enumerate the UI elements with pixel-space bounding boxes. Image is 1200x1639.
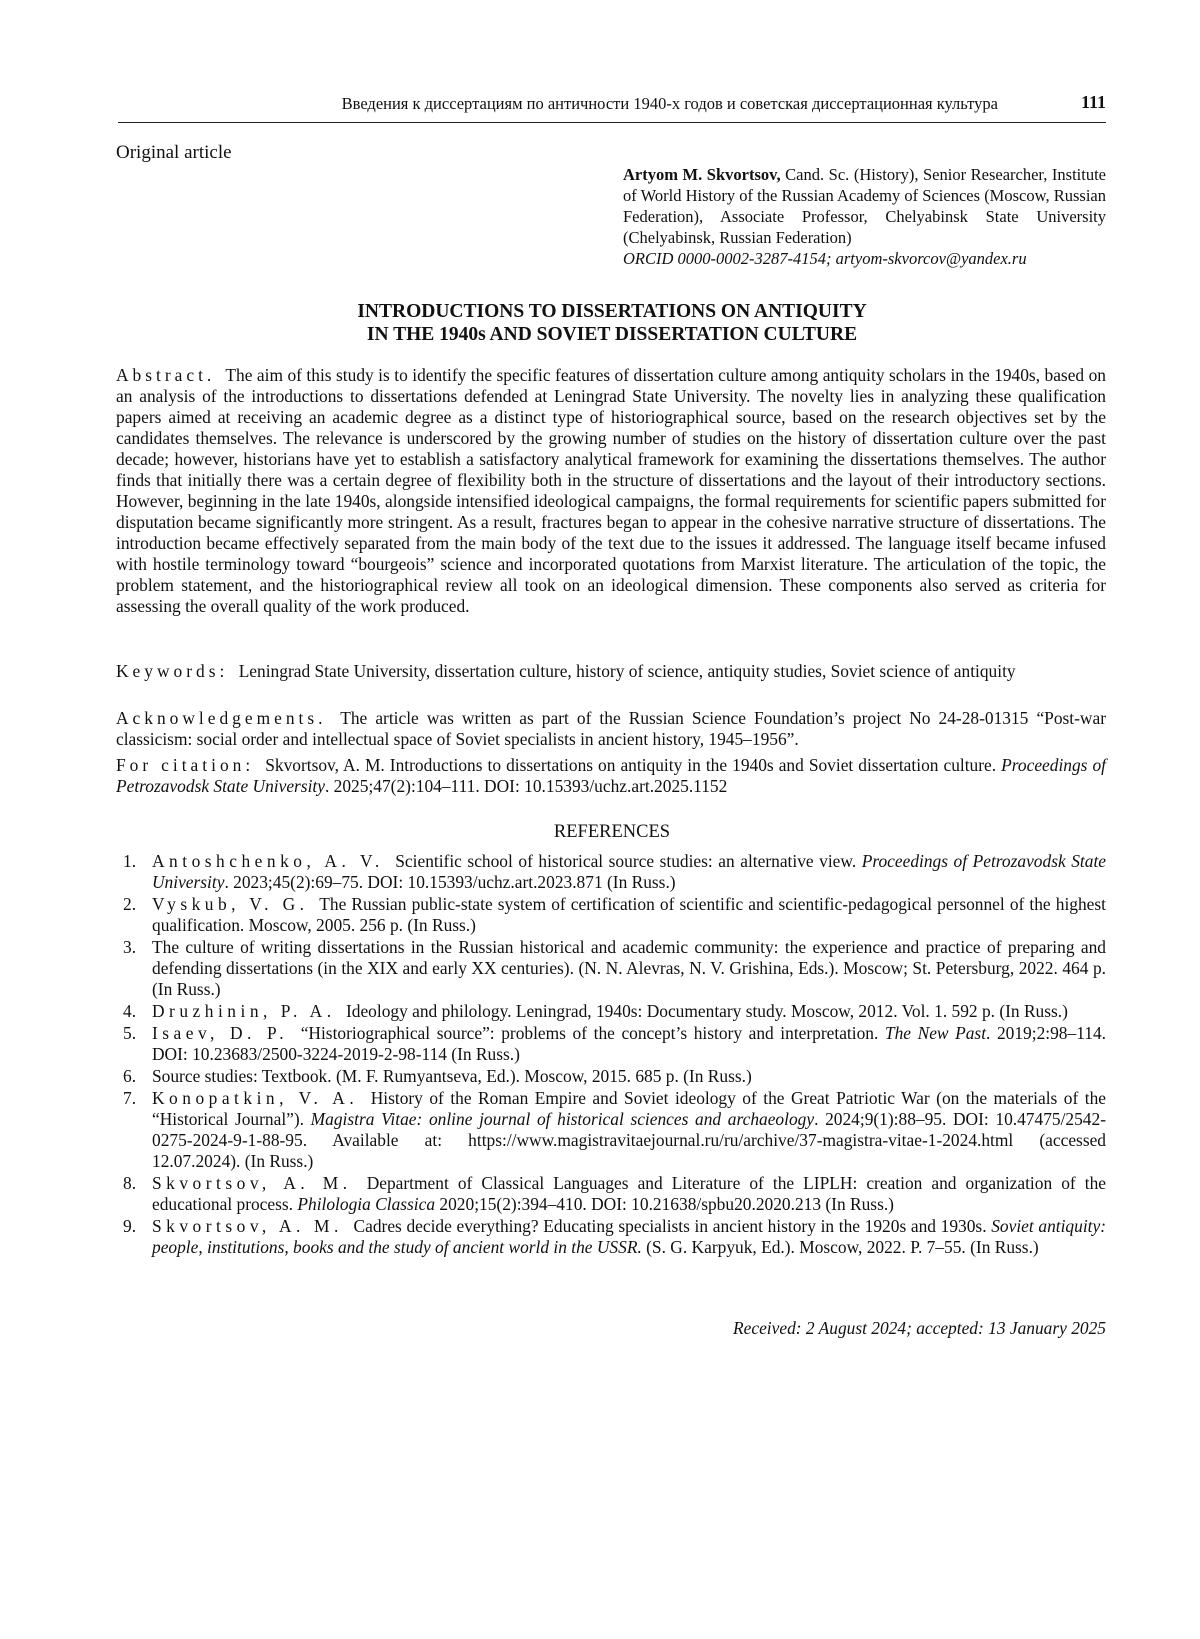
reference-item <box>118 1173 1106 1215</box>
keywords <box>116 661 1106 682</box>
reference-item <box>118 1088 1106 1172</box>
received-dates: Received: 2 August 2024; accepted: 13 January 2025 <box>733 1318 1106 1338</box>
reference-item <box>118 1023 1106 1065</box>
title-line-2: IN THE 1940s AND SOVIET DISSERTATION CULTURE <box>366 324 858 345</box>
reference-details: (S. G. Karpyuk, Ed.). Moscow, 2022. P. 7–55. (In Russ.) <box>641 1237 1039 1257</box>
reference-text: The culture of writing dissertations in the Russian historical and academic community: the experience and practice of preparing and defending dissertations (in the XIX and early XX centuries). (N. N. Alevras, N. V. Grishina, Eds.). Moscow; St. Petersburg, 2022. 464 p. (In Russ.) <box>152 937 1106 999</box>
reference-text: Scientific school of historical source studies: an alternative view. <box>395 851 857 871</box>
reference-number: 1. <box>123 851 137 871</box>
article-type: Original article <box>116 142 232 163</box>
running-head <box>118 92 1106 123</box>
reference-text: History of the Roman Empire and Soviet ideology of the Great Patriotic War (on the materials of the “Historical Journal”). <box>152 1088 1106 1129</box>
reference-number: 5. <box>123 1023 137 1043</box>
acknowledgements-label: Acknowledgements. <box>116 708 327 728</box>
reference-author: Konopatkin, V. A. <box>152 1088 359 1108</box>
reference-author: Vyskub, V. G. <box>152 894 309 914</box>
reference-item <box>118 1001 1106 1022</box>
reference-author: Skvortsov, A. M. <box>152 1216 343 1236</box>
reference-number: 9. <box>123 1216 137 1236</box>
citation-details: . 2025;47(2):104–111. DOI: 10.15393/uchz.art.2025.1152 <box>324 776 728 796</box>
reference-author: Antoshchenko, A. V. <box>152 851 384 871</box>
acknowledgements-text: The article was written as part of the Russian Science Foundation’s project No 24-28-01315 “Post-war classicism: social order and intellectual space of Soviet specialists in ancient history, 1945–1956”. <box>116 708 1106 749</box>
reference-item <box>118 937 1106 1000</box>
reference-details: . 2024;9(1):88–95. DOI: 10.47475/2542-0275-2024-9-1-88-95. Available at: https://www.magistravitaejournal.ru/ru/archive/37-magistra-vitae-1-2024.html (accessed 12.07.2024). (In Russ.) <box>152 1109 1106 1171</box>
reference-author: Skvortsov, A. M. <box>152 1173 352 1193</box>
reference-details: . 2023;45(2):69–75. DOI: 10.15393/uchz.art.2023.871 (In Russ.) <box>224 872 676 892</box>
reference-text: The Russian public-state system of certification of scientific and scientific-pedagogical personnel of the highest qualification. Moscow, 2005. 256 p. (In Russ.) <box>152 894 1106 935</box>
acknowledgements <box>116 708 1106 750</box>
citation <box>116 755 1106 797</box>
reference-item <box>118 894 1106 936</box>
abstract-label: Abstract. <box>116 365 216 385</box>
citation-journal: Proceedings of Petrozavodsk State University <box>116 755 1106 796</box>
abstract <box>116 365 1106 617</box>
reference-source: The New Past <box>884 1023 987 1043</box>
author-orcid: ORCID 0000-0002-3287-4154; artyom-skvorcov@yandex.ru <box>623 249 1027 268</box>
reference-text: “Historiographical source”: problems of the concept’s history and interpretation. <box>300 1023 879 1043</box>
citation-text: Skvortsov, A. M. Introductions to dissertations on antiquity in the 1940s and Soviet dissertation culture. <box>265 755 997 775</box>
page-number: 111 <box>1080 92 1106 112</box>
reference-details: 2020;15(2):394–410. DOI: 10.21638/spbu20.2020.213 (In Russ.) <box>435 1194 894 1214</box>
reference-author: Isaev, D. P. <box>152 1023 289 1043</box>
reference-text: Source studies: Textbook. (M. F. Rumyantseva, Ed.). Moscow, 2015. 685 p. (In Russ.) <box>152 1066 752 1086</box>
keywords-text: Leningrad State University, dissertation culture, history of science, antiquity studies, Soviet science of antiquity <box>238 661 1016 681</box>
reference-source: Philologia Classica <box>297 1194 436 1214</box>
author-name: Artyom M. Skvortsov, <box>623 165 781 184</box>
author-affiliation: Cand. Sc. (History), Senior Researcher, Institute of World History of the Russian Academy of Sciences (Moscow, Russian Federation), Associate Professor, Chelyabinsk State University (Chelyabinsk, Russian Federation) <box>623 165 1107 247</box>
reference-item <box>118 1216 1106 1258</box>
references-list <box>118 851 1106 1259</box>
reference-item <box>118 851 1106 893</box>
title-line-1: INTRODUCTIONS TO DISSERTATIONS ON ANTIQUITY <box>357 301 867 322</box>
reference-text: Cadres decide everything? Educating specialists in ancient history in the 1920s and 1930s. <box>353 1216 987 1236</box>
reference-number: 4. <box>123 1001 137 1021</box>
keywords-label: Keywords: <box>116 661 229 681</box>
reference-number: 7. <box>123 1088 137 1108</box>
references-heading: REFERENCES <box>553 822 671 842</box>
reference-number: 2. <box>123 894 137 914</box>
reference-source: Soviet antiquity: people, institutions, books and the study of ancient world in the USSR. <box>152 1216 1106 1257</box>
reference-text: Ideology and philology. Leningrad, 1940s: Documentary study. Moscow, 2012. Vol. 1. 592 p. (In Russ.) <box>345 1001 1068 1021</box>
reference-number: 6. <box>123 1066 137 1086</box>
reference-number: 8. <box>123 1173 137 1193</box>
reference-text: Department of Classical Languages and Literature of the LIPLH: creation and organization of the educational process. <box>152 1173 1106 1214</box>
reference-source: Magistra Vitae: online journal of historical sciences and archaeology <box>310 1109 815 1129</box>
reference-number: 3. <box>123 937 137 957</box>
article-title <box>118 300 1106 346</box>
citation-label: For citation: <box>116 755 255 775</box>
reference-details: . 2019;2:98–114. DOI: 10.23683/2500-3224-2019-2-98-114 (In Russ.) <box>152 1023 1106 1064</box>
reference-author: Druzhinin, P. A. <box>152 1001 336 1021</box>
abstract-text: The aim of this study is to identify the specific features of dissertation culture among antiquity scholars in the 1940s, based on an analysis of the introductions to dissertations defended at Leningrad State University. The novelty lies in analyzing these qualification papers aimed at receiving an academic degree as a distinct type of historiographical source, based on the research objectives set by the candidates themselves. The relevance is underscored by the growing number of studies on the history of dissertation culture over the past decade; however, historians have yet to establish a satisfactory analytical framework for examining the dissertations themselves. The author finds that initially there was a certain degree of flexibility both in the structure of dissertations and the layout of their introductory sections. However, beginning in the late 1940s, alongside intensified ideological campaigns, the formal requirements for scientific papers submitted for disputation became significantly more stringent. As a result, fractures began to appear in the cohesive narrative structure of dissertations. The introduction became effectively separated from the main body of the text due to the issues it addressed. The language itself became infused with hostile terminology toward “bourgeois” science and incorporated quotations from Marxist literature. The articulation of the topic, the problem statement, and the historiographical review all took on an ideological dimension. These components also served as criteria for assessing the overall quality of the work produced. <box>116 365 1106 616</box>
running-title: Введения к диссертациям по античности 1940-х годов и советская диссертационная культура <box>341 94 998 113</box>
reference-source: Proceedings of Petrozavodsk State University <box>152 851 1106 892</box>
reference-item <box>118 1066 1106 1087</box>
author-block <box>623 164 1106 269</box>
